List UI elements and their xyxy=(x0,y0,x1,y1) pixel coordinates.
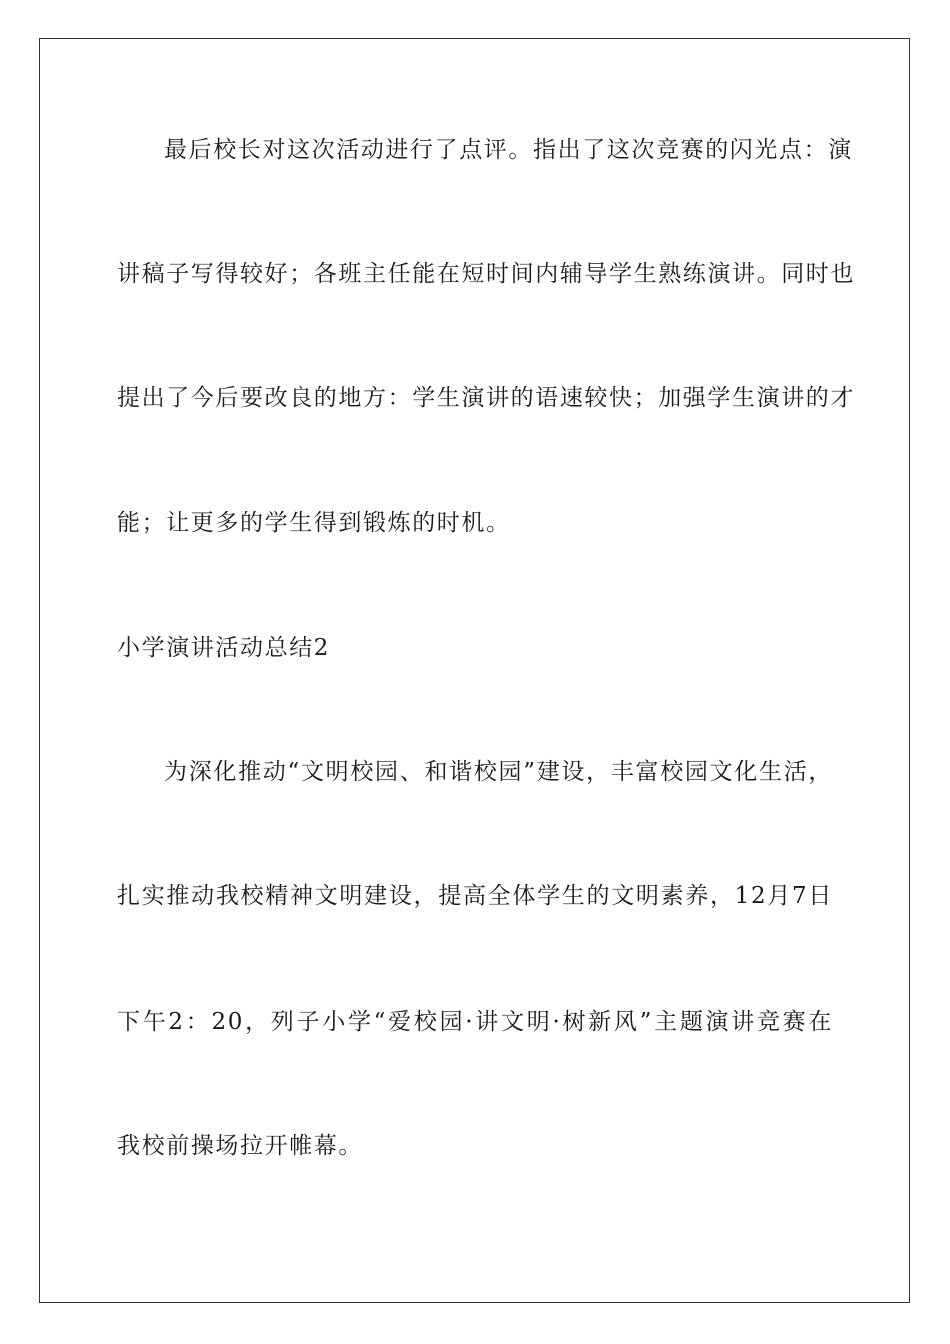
paragraph-line: 能；让更多的学生得到锻炼的时机。 xyxy=(117,510,511,536)
paragraph-line: 为深化推动“文明校园、和谐校园”建设，丰富校园文化生活， xyxy=(164,759,833,785)
paragraph-line: 提出了今后要改良的地方：学生演讲的语速较快；加强学生演讲的才 xyxy=(117,385,855,411)
paragraph-line: 最后校长对这次活动进行了点评。指出了这次竞赛的闪光点：演 xyxy=(164,137,853,163)
page-border xyxy=(39,38,910,1303)
paragraph-line: 扎实推动我校精神文明建设，提高全体学生的文明素养，12月7日 xyxy=(117,883,833,909)
paragraph-line: 我校前操场拉开帷幕。 xyxy=(117,1133,363,1159)
paragraph-line: 讲稿子写得较好；各班主任能在短时间内辅导学生熟练演讲。同时也 xyxy=(117,261,855,287)
paragraph-line: 下午2：20，列子小学“爱校园·讲文明·树新风”主题演讲竞赛在 xyxy=(117,1009,833,1035)
section-heading: 小学演讲活动总结2 xyxy=(117,635,331,661)
